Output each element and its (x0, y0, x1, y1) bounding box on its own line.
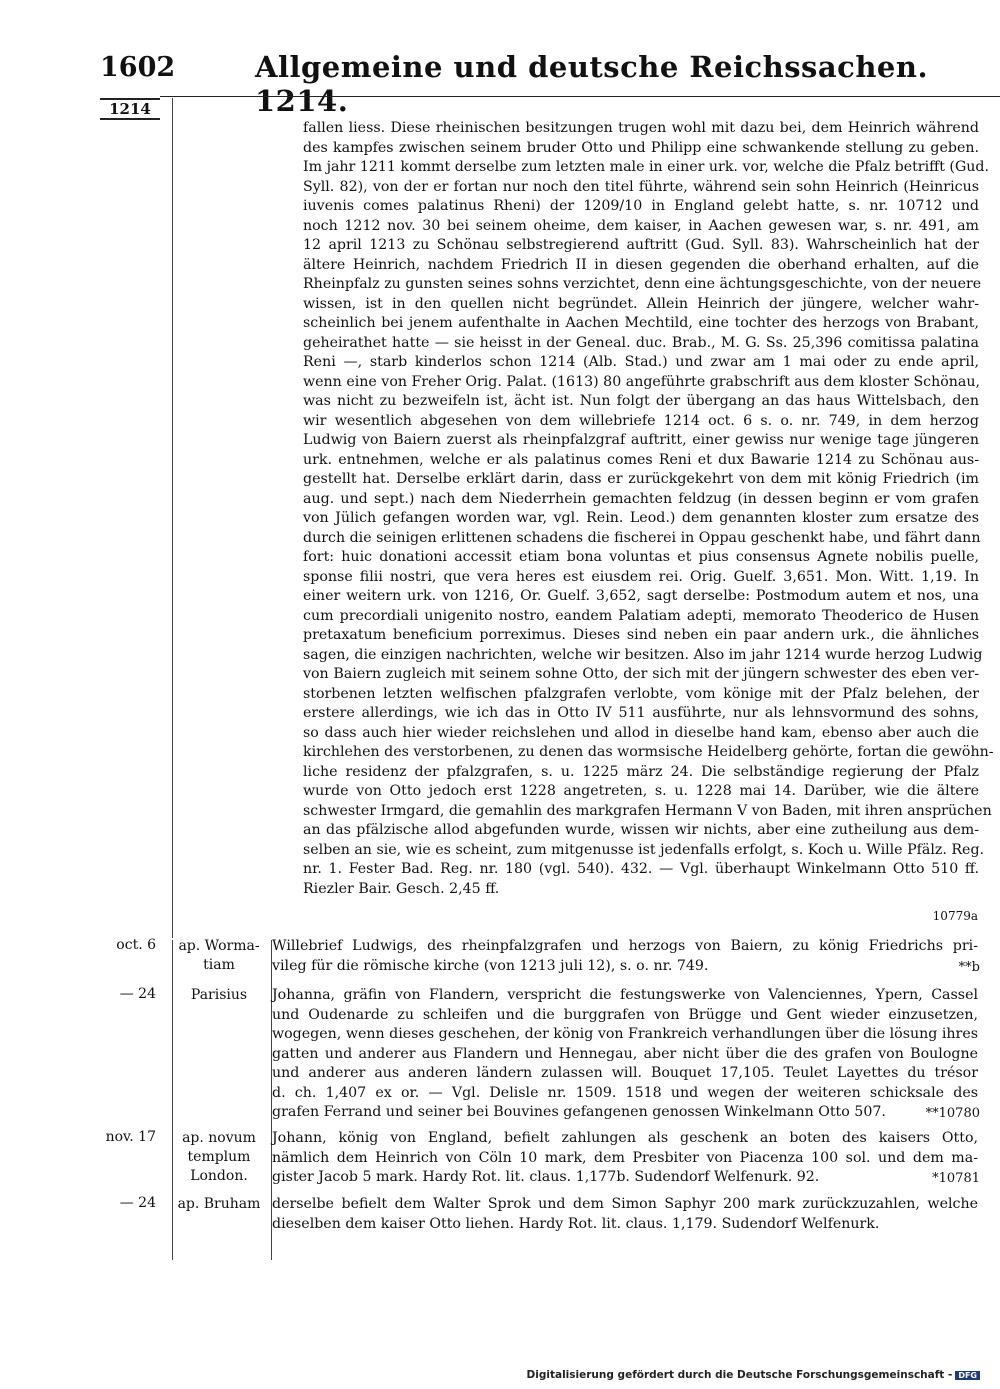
paragraph-line: fallen liess. Diese rheinischen besitzungen trugen wohl mit dazu bei, dem Heinrich während (303, 120, 979, 136)
paragraph-line: wenn eine von Freher Orig. Palat. (1613) 80 angeführte grabschrift aus dem kloster Schönau, (303, 373, 981, 390)
entry-place (173, 1195, 265, 1214)
entry-number: **10780 (925, 1106, 980, 1121)
paragraph-line: gestellt hat. Derselbe erklärt darin, dass er zurückgekehrt von dem mit könig Friedrich (im (303, 471, 979, 487)
paragraph-line: durch die seinigen erlittenen schadens die fischerei in Oppau geschenkt habe, und fährt dann (303, 529, 981, 546)
paragraph-line: des kampfes zwischen seinem bruder Otto und Philipp eine schwankende stellung zu geben. (303, 139, 979, 156)
paragraph-line: urk. entnehmen, welche er als palatinus comes Reni et dux Bawarie 1214 zu Schönau aus- (303, 451, 979, 468)
year-label: 1214 (100, 98, 160, 120)
paragraph-line: Rheinpfalz zu gunsten seines sohns verzichtet, denn eine ächtungsgeschichte, von der neuere (303, 276, 982, 292)
entry-text-line: gister Jacob 5 mark. Hardy Rot. lit. claus. 1,177b. Sudendorf Welfenurk. 92. (272, 1169, 820, 1185)
entry-text-line: nämlich dem Heinrich von Cöln 10 mark, dem Presbiter von Piacenza 100 sol. und dem ma- (272, 1149, 978, 1166)
page-number: 1602 (100, 52, 176, 83)
column-divider-left (172, 98, 173, 938)
paragraph-line: von Jülich gefangen worden war, vgl. Rein. Leod.) dem genannten kloster zum ersatze des (303, 510, 979, 526)
entry-place-line: ap. novum (182, 1130, 256, 1146)
paragraph-line: noch 1212 nov. 30 bei seinem oheime, dem kaiser, in Aachen gewesen war, s. nr. 491, am (303, 217, 979, 234)
paragraph-line: nr. 1. Fester Bad. Reg. nr. 180 (vgl. 540). 432. — Vgl. überhaupt Winkelmann Otto 510 ff. (303, 861, 979, 877)
paragraph-line: sagen, die einzigen nachrichten, welche wir besitzen. Also im jahr 1214 wurde herzog Ludwig (303, 646, 983, 663)
entry-date: — 24 (119, 986, 156, 1002)
entry-place-line: Parisius (190, 987, 248, 1003)
paragraph-line: erstere allerdings, wie ich das in Otto IV 511 ausführte, nur als lehnsvormund des sohns, (303, 705, 979, 721)
paragraph-line: von Baiern zugleich mit seinem sohne Otto, der sich mit der jüngern schwester des eben ver- (303, 666, 979, 682)
footer-credit (527, 1369, 980, 1381)
entry-text-line: d. ch. 1,407 ex or. — Vgl. Delisle nr. 1509. 1518 und wegen der weiteren schicksale des (272, 1084, 978, 1101)
header-rule (160, 96, 1000, 97)
paragraph-line: kirchlehen des verstorbenen, zu denen das wormsische Heidelberg gehörte, fortan die gewöhn- (303, 744, 994, 760)
entry-text-line: vileg für die römische kirche (von 1213 juli 12), s. o. nr. 749. (272, 957, 709, 974)
entry-place-line: tiam (203, 957, 235, 973)
paragraph-line: aug. und sept.) nach dem Niederrhein gemachten feldzug (in dessen beginn er vom grafen (303, 490, 979, 507)
paragraph-line: storbenen letzten welfischen pfalzgrafen verlobte, vom könige mit der Pfalz belehen, der (303, 685, 979, 702)
entry-text (272, 937, 978, 976)
paragraph-line: schwester Irmgard, die gemahlin des markgrafen Hermann V von Baden, mit ihren ansprüchen (303, 802, 992, 819)
paragraph-line: pretaxatum beneficium porreximus. Dieses sind neben ein paar andern urk., die ähnliches (303, 627, 979, 643)
entry-date: — 24 (119, 1195, 156, 1211)
paragraph-line: selben an sie, wie es scheint, zum mitgenusse ist jedenfalls erfolgt, s. Koch u. Wille Pfälz. Reg. (303, 841, 985, 858)
paragraph-line: geheirathet hatte — sie heisst in der Geneal. duc. Brab., M. G. Ss. 25,396 comitissa palatina (303, 334, 979, 351)
entry-text-line: Johann, könig von England, befielt zahlungen als geschenk an boten des kaisers Otto, (272, 1130, 978, 1146)
entry-text-line: dieselben dem kaiser Otto liehen. Hardy Rot. lit. claus. 1,179. Sudendorf Welfenurk. (272, 1215, 880, 1232)
main-reference-number: 10779a (932, 909, 978, 923)
entry-number: *10781 (932, 1171, 980, 1186)
paragraph-line: iuvenis comes palatinus Rheni) der 1209/10 in England gelebt hatte, s. nr. 10712 und (303, 198, 979, 214)
paragraph-line: ältere Heinrich, nachdem Friedrich II in diesen gegenden die oberhand erhalten, auf die (303, 256, 979, 273)
entry-date: oct. 6 (116, 937, 156, 953)
entry-text-line: derselbe befielt dem Walter Sprok und dem Simon Saphyr 200 mark zurückzuzahlen, welche (272, 1196, 978, 1212)
footer-text: Digitalisierung gefördert durch die Deutsche Forschungsgemeinschaft - (526, 1369, 953, 1381)
entry-place-line: ap. Bruham (177, 1196, 261, 1212)
dfg-logo: DFG (955, 1371, 980, 1380)
paragraph-line: Reni —, starb kinderlos schon 1214 (Alb. Stad.) und zwar am 1 mai oder zu ende april, (303, 354, 979, 370)
entry-text-line: Johanna, gräfin von Flandern, verspricht die festungswerke von Valenciennes, Ypern, Cassel (272, 987, 978, 1003)
entry-text-line: und anderer aus anderen ländern zulassen will. Bouquet 17,105. Teulet Layettes du trésor (272, 1065, 978, 1081)
paragraph-line: wissen, ist in den quellen nicht begründet. Allein Heinrich der jüngere, welcher wahr- (303, 295, 979, 312)
main-paragraph (303, 119, 994, 899)
entry-place-line: templum (187, 1149, 251, 1165)
entry-text (272, 1129, 978, 1188)
paragraph-line: was nicht zu bezweifeln ist, ächt ist. Nun folgt der übergang an das haus Wittelsbach, den (303, 393, 979, 409)
paragraph-line: scheinlich bei jenem aufenthalte in Aachen Mechtild, eine tochter des herzogs von Brabant, (303, 315, 979, 331)
entry-number: **b (958, 959, 980, 975)
paragraph-line: Riezler Bair. Gesch. 2,45 ff. (303, 880, 500, 897)
paragraph-line: Im jahr 1211 kommt derselbe zum letzten male in einer urk. vor, welche die Pfalz betrifft (Gud. (303, 159, 990, 175)
paragraph-line: einer weitern urk. von 1216, Or. Guelf. 3,652, sagt derselbe: Postmodum autem et nos, una (303, 588, 979, 604)
entry-text-line: wogegen, wenn dieses geschehen, der könig von Frankreich verhandlungen über die lösung ihres (272, 1026, 978, 1042)
paragraph-line: fort: huic donationi accessit etiam bona voluntas et pius consensus Agnete nobilis puelle, (303, 549, 979, 565)
paragraph-line: sponse filii nostri, que vera heres est eiusdem rei. Orig. Guelf. 3,651. Mon. Witt. 1,19. In (303, 568, 979, 585)
entry-text-line: und Oudenarde zu schleifen und die burggrafen von Brügge und Gent wieder einzusetzen, (272, 1006, 978, 1023)
entry-text (272, 1195, 978, 1234)
entry-place-line: ap. Worma- (178, 938, 260, 954)
paragraph-line: cum precordiali unigenito nostro, eandem Palatiam adepti, memorato Theoderico de Husen (303, 607, 979, 624)
entry-place (173, 937, 265, 975)
entry-place-line: London. (190, 1168, 248, 1184)
paragraph-line: an das pfälzische allod abgefunden wurde, wissen wir nichts, aber eine zutheilung aus dem- (303, 822, 979, 838)
paragraph-line: liche residenz der pfalzgrafen, s. u. 1225 märz 24. Die selbständige regierung der Pfalz (303, 763, 979, 780)
paragraph-line: wir wesentlich abgesehen von dem willebriefe 1214 oct. 6 s. o. nr. 749, in dem herzog (303, 412, 979, 429)
paragraph-line: wurde von Otto jedoch erst 1228 angetreten, s. u. 1228 mai 14. Darüber, wie die ältere (303, 783, 979, 799)
entry-text-line: grafen Ferrand und seiner bei Bouvines gefangenen genossen Winkelmann Otto 507. (272, 1104, 886, 1120)
paragraph-line: 12 april 1213 zu Schönau selbstregierend auftritt (Gud. Syll. 83). Wahrscheinlich hat der (303, 237, 979, 253)
page-title: Allgemeine und deutsche Reichssachen. 1214. (255, 50, 929, 118)
entry-place (173, 1129, 265, 1186)
paragraph-line: Ludwig von Baiern zuerst als rheinpfalzgraf auftritt, einer gewiss nur wenige tage jüngeren (303, 432, 979, 448)
entry-date: nov. 17 (105, 1129, 156, 1145)
entry-place (173, 986, 265, 1005)
entry-text-line: gatten und anderer aus Flandern und Hennegau, aber nicht über die des grafen von Boulogne (272, 1045, 978, 1062)
paragraph-line: so dass auch hier wieder reichslehen und allod in dieselbe hand kam, ebenso aber auch die (303, 724, 979, 741)
paragraph-line: Syll. 82), von der er fortan nur noch den titel führte, während sein sohn Heinrich (Heinricus (303, 178, 979, 195)
entry-text (272, 986, 978, 1123)
entry-text-line: Willebrief Ludwigs, des rheinpfalzgrafen und herzogs von Baiern, zu könig Friedrichs pri- (272, 938, 978, 954)
